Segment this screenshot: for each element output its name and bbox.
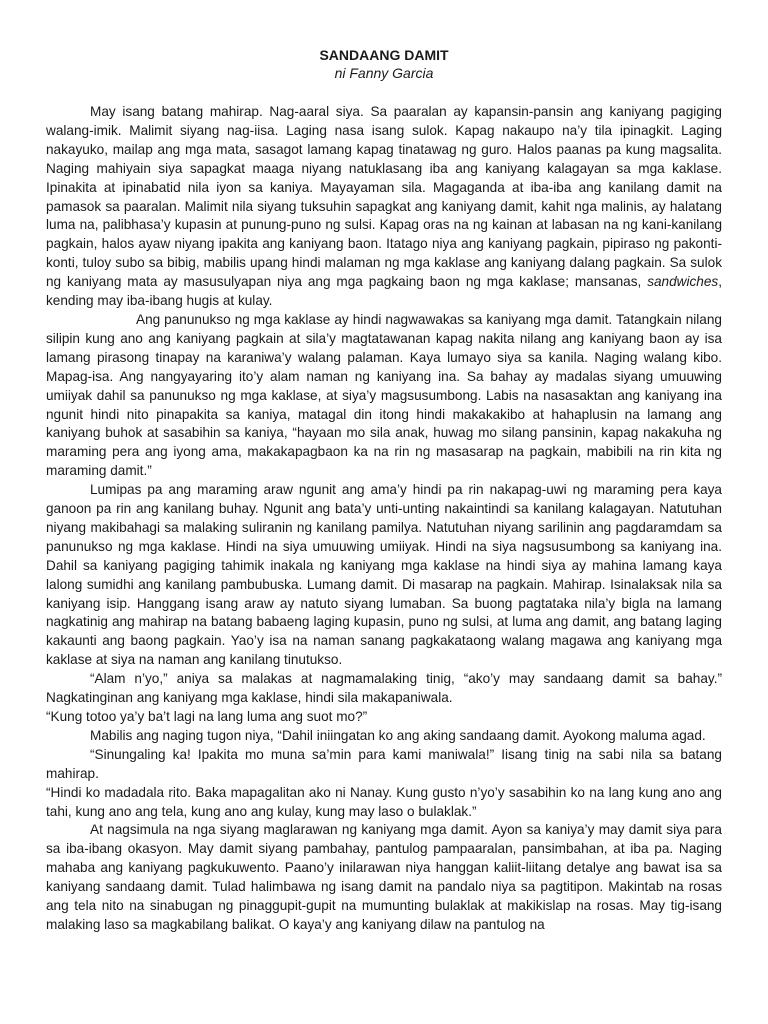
paragraph-4b: “Kung totoo ya’y ba’t lagi na lang luma ang suot mo?” <box>46 709 368 724</box>
paragraph-5: Mabilis ang naging tugon niya, “Dahil iniingatan ko ang aking sandaang damit. Ayokong maluma agad. <box>90 727 706 743</box>
paragraph-1 <box>46 103 722 311</box>
paragraph-7: “Hindi ko madadala rito. Baka mapagalitan ako ni Nanay. Kung gusto n’yo’y sasabihin ko na lang kung ano ang tahi, kung ano ang tela, kung ano ang kulay, kung may laso o bulaklak.” <box>46 784 722 819</box>
paragraph-1-italic: sandwiches <box>647 274 719 290</box>
paragraph-2: Ang panunukso ng mga kaklase ay hindi nagwawakas sa kaniyang mga damit. Tatangkain nilang silipin kung ano ang kaniyang pagkain at sila’y magtatawanan kapag nakita nilang ang kaniyang baon ay isa lamang pirasong tinapay na karaniwa’y walang palaman. Kaya lumayo siya sa kanila. Naging walang kibo. Mapag-isa. Ang nangyayaring ito’y alam naman ng kaniyang ina. Sa bahay ay madalas siyang umuuwing umiiyak dahil sa panunukso ng mga kaklase, at siya’y magsusumbong. Labis na nasasaktan ang kaniyang ina ngunit hindi nito pinapakita sa kaniya, matagal din itong hindi makakakibo at hahaplusin na lamang ang kaniyang buhok at sasabihin sa kaniya, “hayaan mo sila anak, huwag mo silang pansinin, kapag nakakuha ng maraming pera ang iyong ama, makakapagbaon ka na rin ng masasarap na pagkain, mabibili na rin kita ng maraming damit.” <box>46 311 722 479</box>
paragraph-1-text: May isang batang mahirap. Nag-aaral siya. Sa paaralan ay kapansin-pansin ang kaniyang pagiging walang-imik. Malimit siyang nag-iisa. Laging nasa isang sulok. Kapag nakaupo na’y tila ipinagkit. Laging nakayuko, mailap ang mga mata, sasagot lamang kapag tinatawag ng guro. Halos paanas pa kung magsalita. Naging mahiyain siya sapagkat maaga niyang natuklasang iba ang kaniyang kalagayan sa mga kaklase. Ipinakita at ipinabatid nila iyon sa kaniya. Mayayaman sila. Magaganda at iba-iba ang kanilang damit na pamasok sa paaralan. Malimit nila siyang tuksuhin sapagkat ang kaniyang damit, kahit nga malinis, ay halatang luma na, palibhasa’y kupasin at punung-puno ng sulsi. Kapag oras na ng kainan at labasan na ng kani-kanilang pagkain, halos ayaw niyang ipakita ang kaniyang baon. Itatago niya ang kaniyang pagkain, pipiraso ng pakonti-konti, tuloy subo sa bibig, mabilis upang hindi malaman ng mga kaklase ang kaniyang dalang pagkain. Sa sulok ng kaniyang mata ay masusulyapan niya ang mga pagkaing baon ng mga kaklase; mansanas, <box>46 104 722 290</box>
paragraph-3: Lumipas pa ang maraming araw ngunit ang ama’y hindi pa rin nakapag-uwi ng maraming pera kaya ganoon pa rin ang kanilang buhay. Ngunit ang bata’y unti-unting nakaintindi sa kanilang kalagayan. Natutuhan niyang makibahagi sa malaking suliranin ng kanilang pamilya. Natutuhan niyang sarilinin ang pagdaramdam sa panunukso ng mga kaklase. Hindi na siya umuuwing umiiyak. Hindi na siya nagsusumbong sa kaniyang ina. Dahil sa kaniyang pagiging tahimik inakala ng kaniyang mga kaklase na hindi siya ay mahina lamang kaya lalong sumidhi ang kanilang pambubuska. Lumang damit. Di masarap na pagkain. Mahirap. Isinalaksak nila sa kaniyang isip. Hanggang isang araw ay natuto siyang lumaban. Sa buong pagtataka nila’y bigla na lamang nagkatinig ang mahirap na batang babaeng laging kupasin, puno ng sulsi, at luma ang damit, ang batang laging kakaunti ang baong pagkain. Yao’y isa na naman sanang pagkakataong walang magawa ang kaniyang mga kaklase at siya na naman ang kanilang tinutukso. <box>46 482 722 668</box>
story-title: SANDAANG DAMIT <box>319 47 449 63</box>
paragraph-8: At nagsimula na nga siyang maglarawan ng kaniyang mga damit. Ayon sa kaniya’y may damit siya para sa iba-ibang okasyon. May damit siyang pambahay, pantulog pampaaralan, pansimbahan, at iba pa. Naging mahaba ang kaniyang pagkukuwento. Paano’y inilarawan niya hanggan kaliit-liitang detalye ang bawat isa sa kaniyang sandaang damit. Tulad halimbawa ng isang damit na pandalo niya sa pagtitipon. Makintab na rosas ang tela nito na sinabugan ng pinaggupit-gupit na mumunting bulaklak at makikislap na rosas. May tig-isang malaking laso sa magkabilang balikat. O kaya’y ang kaniyang dilaw na pantulog na <box>46 822 722 932</box>
paragraph-4: “Alam n’yo,” aniya sa malakas at nagmamalaking tinig, “ako’y may sandaang damit sa bahay.” Nagkatinginan ang kaniyang mga kaklase, hindi sila makapaniwala. <box>46 671 722 706</box>
paragraph-1-end: , kending may iba-ibang hugis at kulay. <box>46 274 722 309</box>
story-author: ni Fanny Garcia <box>334 65 434 81</box>
paragraph-6: “Sinungaling ka! Ipakita mo muna sa’min para kami maniwala!” Iisang tinig na sabi nila sa batang mahirap. <box>46 746 722 781</box>
